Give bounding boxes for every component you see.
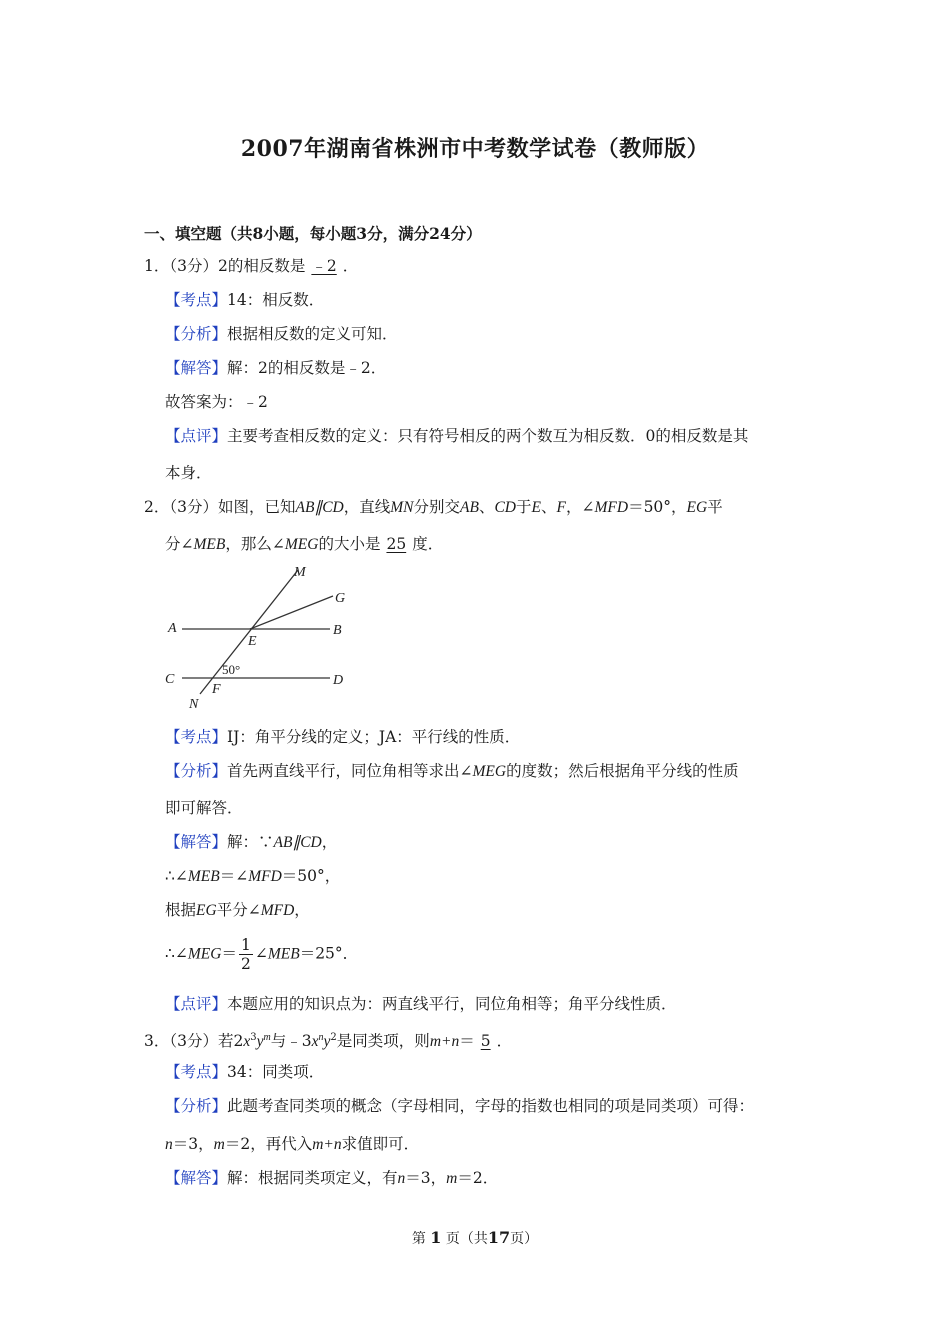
fraction-half: $\frac{1}{2}$ (240, 936, 251, 973)
label-angle: 50° (222, 662, 241, 677)
q2-step1: ∴∠MEB＝∠MFD＝50°， (165, 867, 341, 885)
q1-answer: ﹣2 (311, 257, 337, 275)
label-N: N (189, 697, 199, 712)
label-E: E (248, 634, 257, 649)
label-G: G (335, 591, 346, 606)
q1-kaodian: 【考点】14：相反数． (165, 291, 325, 309)
section-heading: 一、填空题（共8小题，每小题3分，满分24分） (144, 224, 482, 243)
q2-kaodian: 【考点】IJ：角平分线的定义；JA：平行线的性质． (165, 728, 521, 746)
q2-step2: 根据EG平分∠MFD， (165, 901, 310, 919)
q3-answer: 5 (480, 1032, 491, 1051)
q2-stem-cont: 分∠MEB，那么∠MEG的大小是 25 度． (165, 535, 444, 553)
label-A: A (168, 621, 177, 636)
q2-stem: 2．（3分）如图，已知AB∥CD，直线MN分别交AB、CD于E、F，∠MFD＝50°，EG平 (144, 498, 723, 516)
q1-final: 故答案为：﹣2 (165, 393, 268, 411)
q1-dianping: 【点评】主要考查相反数的定义：只有符号相反的两个数互为相反数．0的相反数是其 (165, 427, 749, 445)
q1-stem: 1．（3分）2的相反数是 ﹣2 ． (144, 257, 359, 275)
label-D: D (333, 673, 344, 688)
q1-fenxi: 【分析】根据相反数的定义可知． (165, 325, 398, 343)
q1-dianping-cont: 本身． (165, 464, 212, 482)
q2-jieda: 【解答】解：∵AB∥CD， (165, 833, 338, 851)
q1-jieda: 【解答】解：2的相反数是﹣2． (165, 359, 387, 377)
q2-dianping: 【点评】本题应用的知识点为：两直线平行，同位角相等；角平分线性质． (165, 995, 677, 1013)
page-footer: 第 1 页（共17页） (411, 1228, 539, 1247)
q3-jieda: 【解答】解：根据同类项定义，有n＝3，m＝2． (165, 1169, 499, 1187)
q3-stem: 3．（3分）若$2x^3y^m$与$﹣3x^ny^2$是同类项，则m+n＝ 5 ． (144, 1032, 513, 1051)
q3-fenxi: 【分析】此题考查同类项的概念（字母相同，字母的指数也相同的项是同类项）可得： (165, 1097, 755, 1115)
label-B: B (333, 623, 342, 638)
q3-kaodian: 【考点】34：同类项． (165, 1063, 325, 1081)
q2-fenxi: 【分析】首先两直线平行，同位角相等求出∠MEG的度数；然后根据角平分线的性质 (165, 762, 739, 780)
page-title: 2007年湖南省株洲市中考数学试卷（教师版） (240, 136, 710, 162)
label-M: M (294, 565, 306, 580)
q2-figure (160, 560, 360, 715)
q3-fenxi-cont: n＝3，m＝2，再代入m+n求值即可． (165, 1135, 420, 1153)
label-C: C (165, 672, 175, 687)
q2-fenxi-cont: 即可解答． (165, 799, 243, 817)
label-F: F (212, 682, 221, 697)
q2-answer: 25 (386, 535, 407, 553)
q2-step3: ∴∠MEG＝ $\frac{1}{2}$ ∠MEB＝25°． (165, 936, 359, 973)
